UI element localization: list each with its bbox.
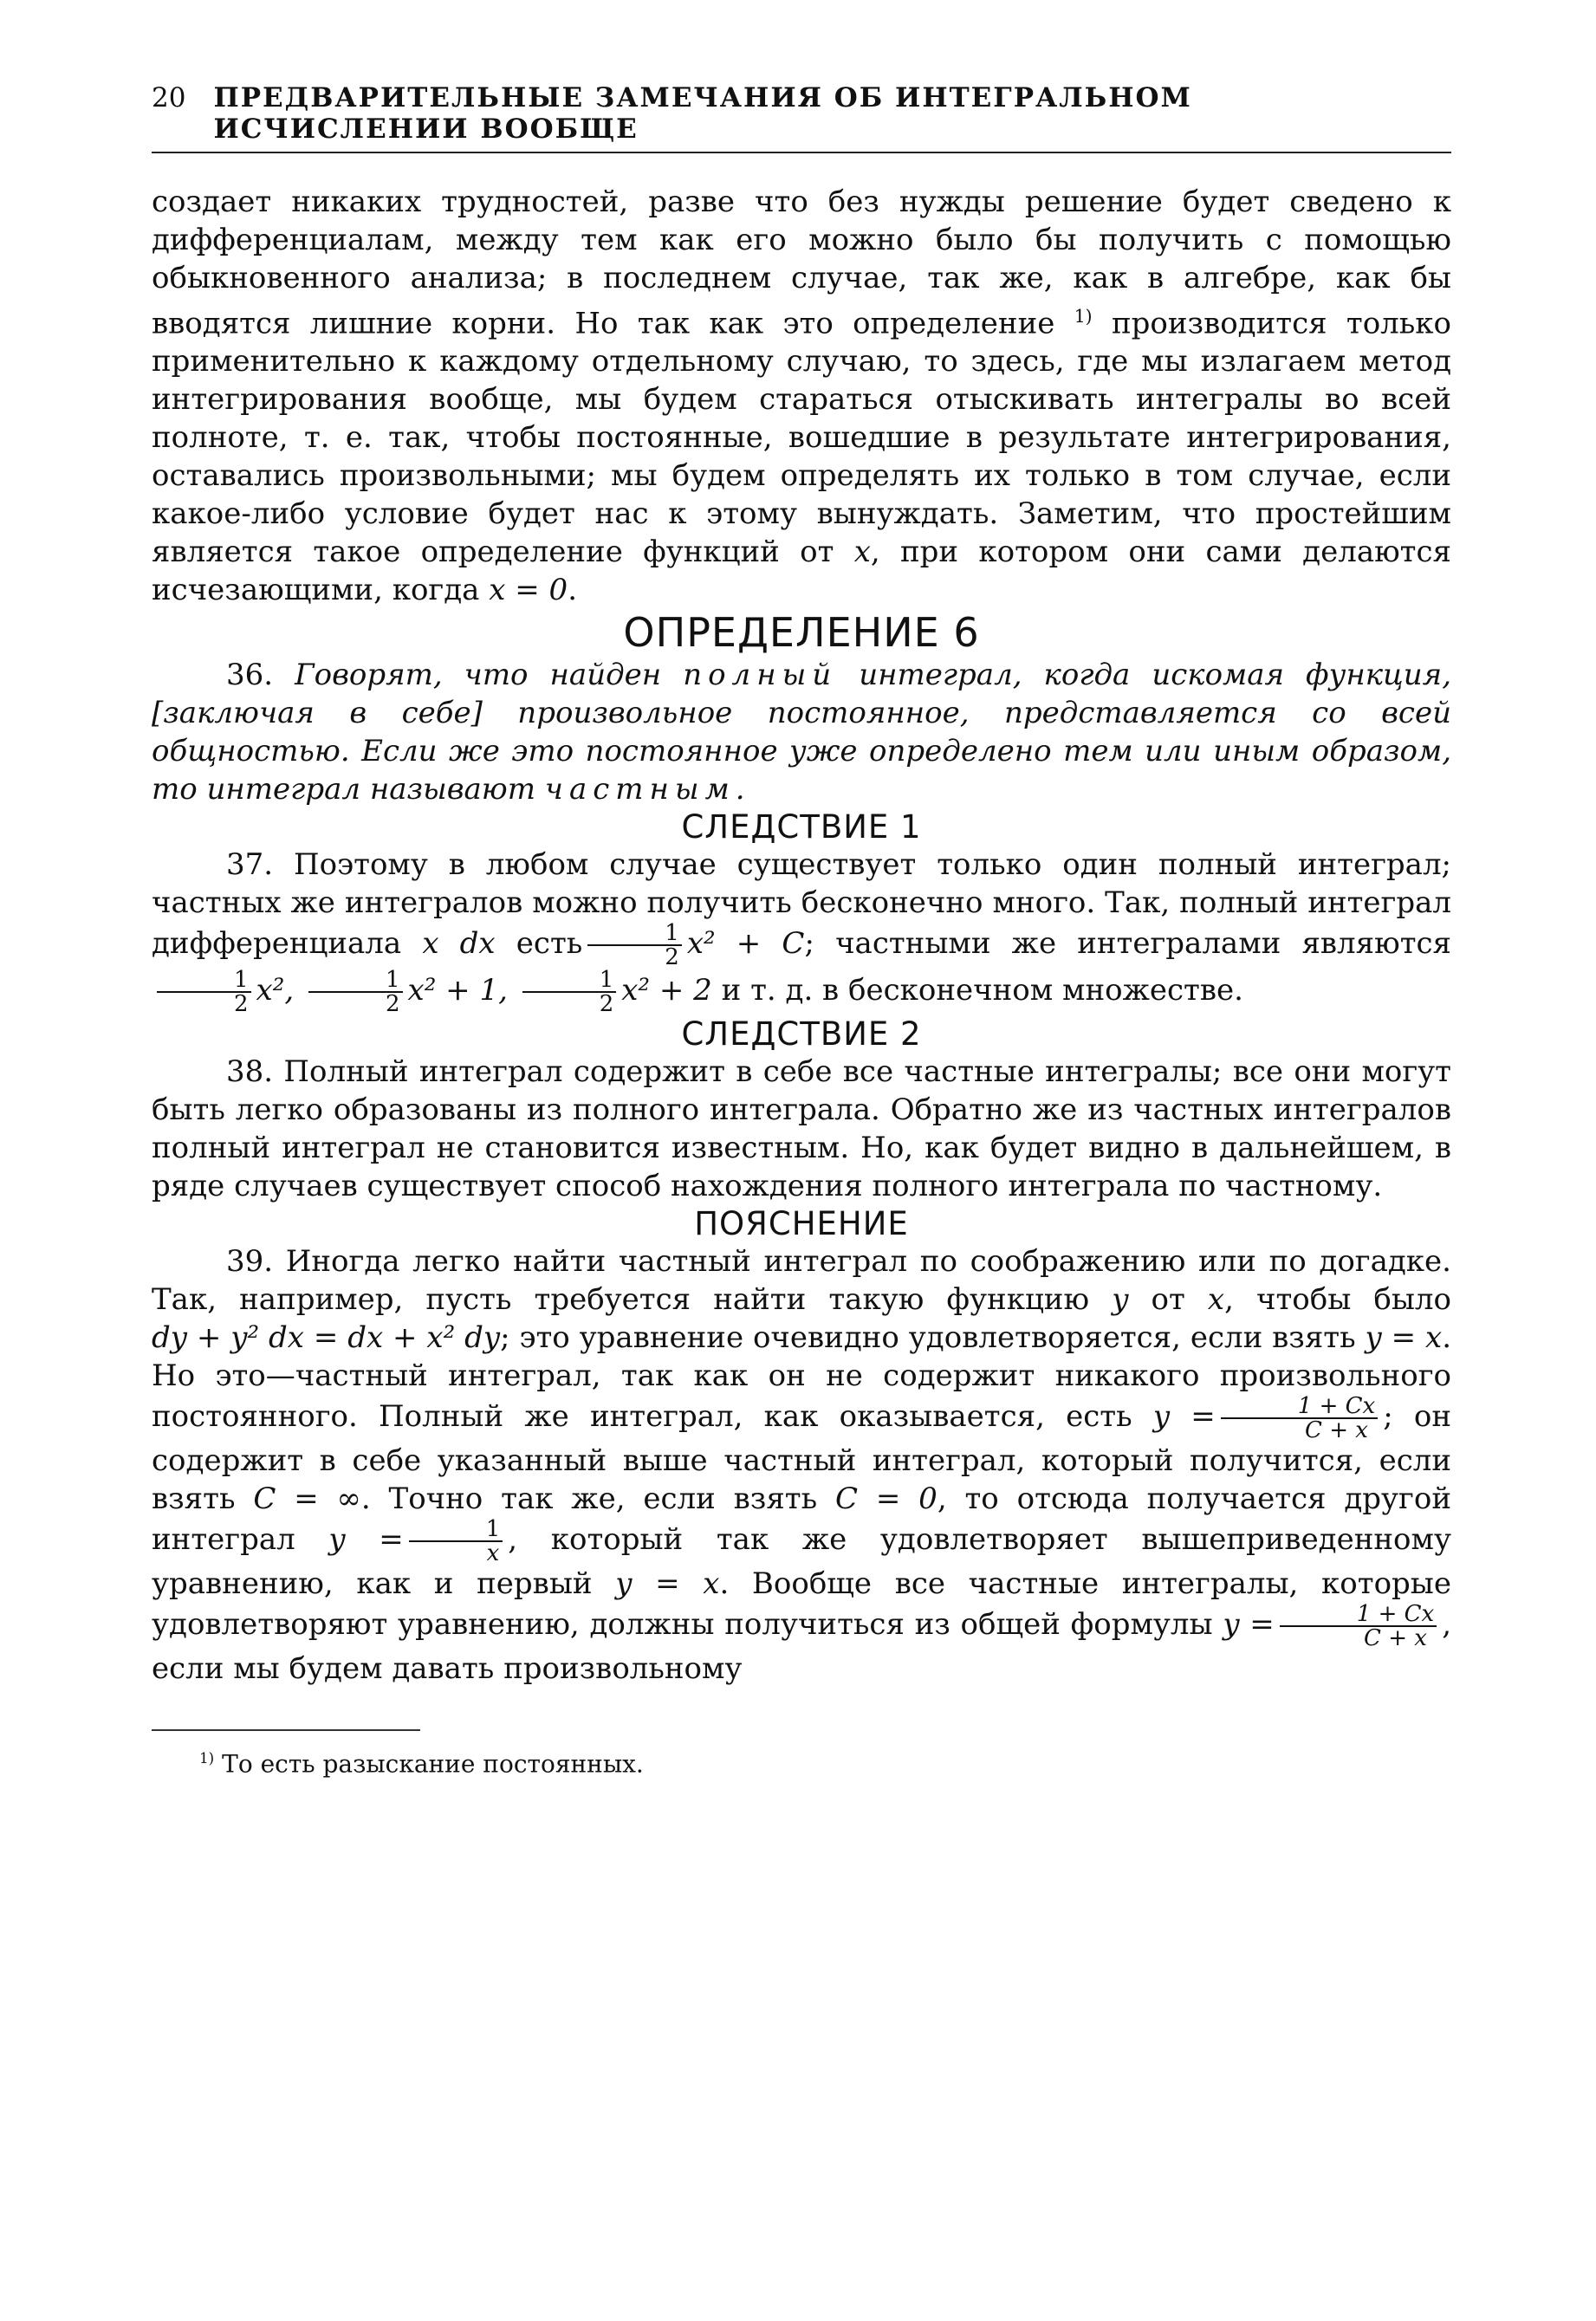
definition-heading: ОПРЕДЕЛЕНИЕ 6 (623, 609, 980, 657)
fraction-general: $\frac{1 + Cx}{C + x}$ (1221, 1395, 1378, 1442)
differential-equation: dy + y² dx = dx + x² dy (152, 1320, 501, 1356)
intro-text-b: производится только применительно к каждому отдельному случаю, то здесь, где мы излагаем метод интегрирования вообще, мы будем стараться отыскивать интегралы во всей полноте, т. е. так, чтобы постоянные, вошедшие в результате интегрирования, оставались произвольными; мы будем определять их только в том случае, если какое-либо условие будет нас к этому вынуждать. Заметим, что простейшим является такое определение функций от (152, 306, 1452, 570)
corollary1-text-a: Поэтому в любом случае существует только один полный интеграл; частных же интегралов можно получить бесконечно много. Так, полный интеграл дифференциала (152, 847, 1451, 962)
explanation-text-h: , то отсюда получается другой интеграл (152, 1481, 1451, 1558)
explanation-text-e: . Но это—частный интеграл, так как он не содержит никакого произвольного постоянного. Полный же интеграл, как оказывается, есть (152, 1320, 1451, 1435)
explanation-text-b: от (1151, 1282, 1185, 1318)
footnote-ref: 1) (1074, 306, 1093, 327)
fraction-half: $\frac{1}{2}$ (522, 969, 617, 1015)
corollary1-number: 37. (226, 847, 274, 883)
explanation-text-i: , который так же удовлетворяет вышеприведенному уравнению, как и первый (152, 1522, 1451, 1602)
corollary2-paragraph (152, 1053, 1451, 1205)
intro-end: . (568, 573, 577, 608)
term-full: полный (683, 658, 838, 693)
expr-y-eq-x: y = x (615, 1566, 720, 1602)
partial-integral-3: x² + 2 (621, 973, 712, 1008)
var-y: y (1112, 1282, 1129, 1318)
explanation-text-d: ; это уравнение очевидно удовлетворяется, если взять (500, 1320, 1356, 1356)
expr-full-integral: x² + C (686, 926, 805, 962)
explanation-paragraph (152, 1242, 1451, 1688)
expr-xdx: x dx (422, 926, 496, 962)
intro-paragraph (152, 183, 1451, 609)
fraction-half: $\frac{1}{2}$ (157, 969, 251, 1015)
corollary2-text: Полный интеграл содержит в себе все частные интегралы; все они могут быть легко образованы из полного интеграла. Обратно же из частных интегралов полный интеграл не становится известным. Но, как будет видно в дальнейшем, в ряде случаев существует способ нахождения полного интеграла по частному. (152, 1054, 1451, 1204)
definition-paragraph (152, 656, 1451, 808)
definition-end: . (735, 772, 745, 807)
corollary1-paragraph (152, 846, 1452, 1018)
intro-text-c: , при котором они сами делаются исчезающими, когда (152, 535, 1451, 608)
partial-integral-1: x², (256, 973, 295, 1008)
corollary1-text-b: есть (516, 926, 583, 962)
fraction-half: $\frac{1}{2}$ (587, 922, 682, 969)
footnote-mark: 1) (199, 1749, 215, 1767)
running-title: ПРЕДВАРИТЕЛЬНЫЕ ЗАМЕЧАНИЯ ОБ ИНТЕГРАЛЬНОМ ИСЧИСЛЕНИИ ВООБЩЕ (213, 82, 1192, 145)
fraction-inverse-x: $\frac{1}{x}$ (409, 1518, 503, 1565)
corollary1-heading: СЛЕДСТВИЕ 1 (681, 808, 922, 846)
corollary2-heading: СЛЕДСТВИЕ 2 (681, 1015, 922, 1054)
partial-integral-2: x² + 1, (407, 973, 508, 1008)
corollary1-text-c: ; частными же интегралами являются (804, 926, 1452, 962)
var-x: x (1207, 1282, 1225, 1318)
corollary1-text-d: и т. д. в бесконечном множестве. (721, 973, 1243, 1008)
definition-text-a: Говорят, что найден (295, 658, 662, 693)
var-x: x (853, 535, 871, 570)
explanation-text-f: ; он содержит в себе указанный выше частный интеграл, который получится, если взять (152, 1399, 1451, 1517)
explanation-heading: ПОЯСНЕНИЕ (694, 1205, 909, 1243)
page-number: 20 (152, 82, 186, 113)
footnote-divider (152, 1729, 420, 1731)
explanation-text-k: , если мы будем давать произвольному (152, 1607, 1451, 1687)
intro-text-a: создает никаких трудностей, разве что без нужды решение будет сведено к дифференциалам, между тем как его можно было бы получить с помощью обыкновенного анализа; в последнем случае, так же, как в алгебре, как бы вводятся лишние корни. Но так как это определение (152, 185, 1451, 341)
running-header (152, 82, 1451, 153)
definition-number: 36. (226, 658, 274, 693)
footnote-text: То есть разыскание постоянных. (222, 1749, 644, 1779)
expr-y-eq-x: y = x (1365, 1320, 1443, 1356)
book-page (152, 82, 1451, 2266)
explanation-text-g: . Точно так же, если взять (360, 1481, 818, 1517)
explanation-text-j: . Вообще все частные интегралы, которые удовлетворяют уравнению, должны получиться из общей формулы (152, 1566, 1451, 1643)
explanation-text-a: Иногда легко найти частный интеграл по соображению или по догадке. Так, например, пусть требуется найти такую функцию (152, 1244, 1451, 1318)
y-equals: y = (1223, 1607, 1275, 1643)
fraction-general: $\frac{1 + Cx}{C + x}$ (1280, 1603, 1437, 1650)
term-partial: частным (544, 772, 736, 807)
definition-text-b: интеграл, когда искомая функция, [заключая в себе] произвольное постоянное, представляется со всей общностью. Если же это постоянное уже определено тем или иным образом, то интеграл называют (152, 658, 1451, 807)
expr-c-infinity: C = ∞ (253, 1481, 361, 1517)
fraction-half: $\frac{1}{2}$ (308, 969, 403, 1015)
corollary2-number: 38. (226, 1054, 274, 1090)
condition: x = 0 (489, 573, 568, 608)
expr-c-zero: C = 0 (834, 1481, 937, 1517)
explanation-number: 39. (226, 1244, 274, 1280)
y-equals: y = (328, 1522, 404, 1558)
footnote (199, 1741, 1451, 1780)
explanation-text-c: , чтобы было (1224, 1282, 1451, 1318)
y-equals: y = (1152, 1399, 1216, 1435)
